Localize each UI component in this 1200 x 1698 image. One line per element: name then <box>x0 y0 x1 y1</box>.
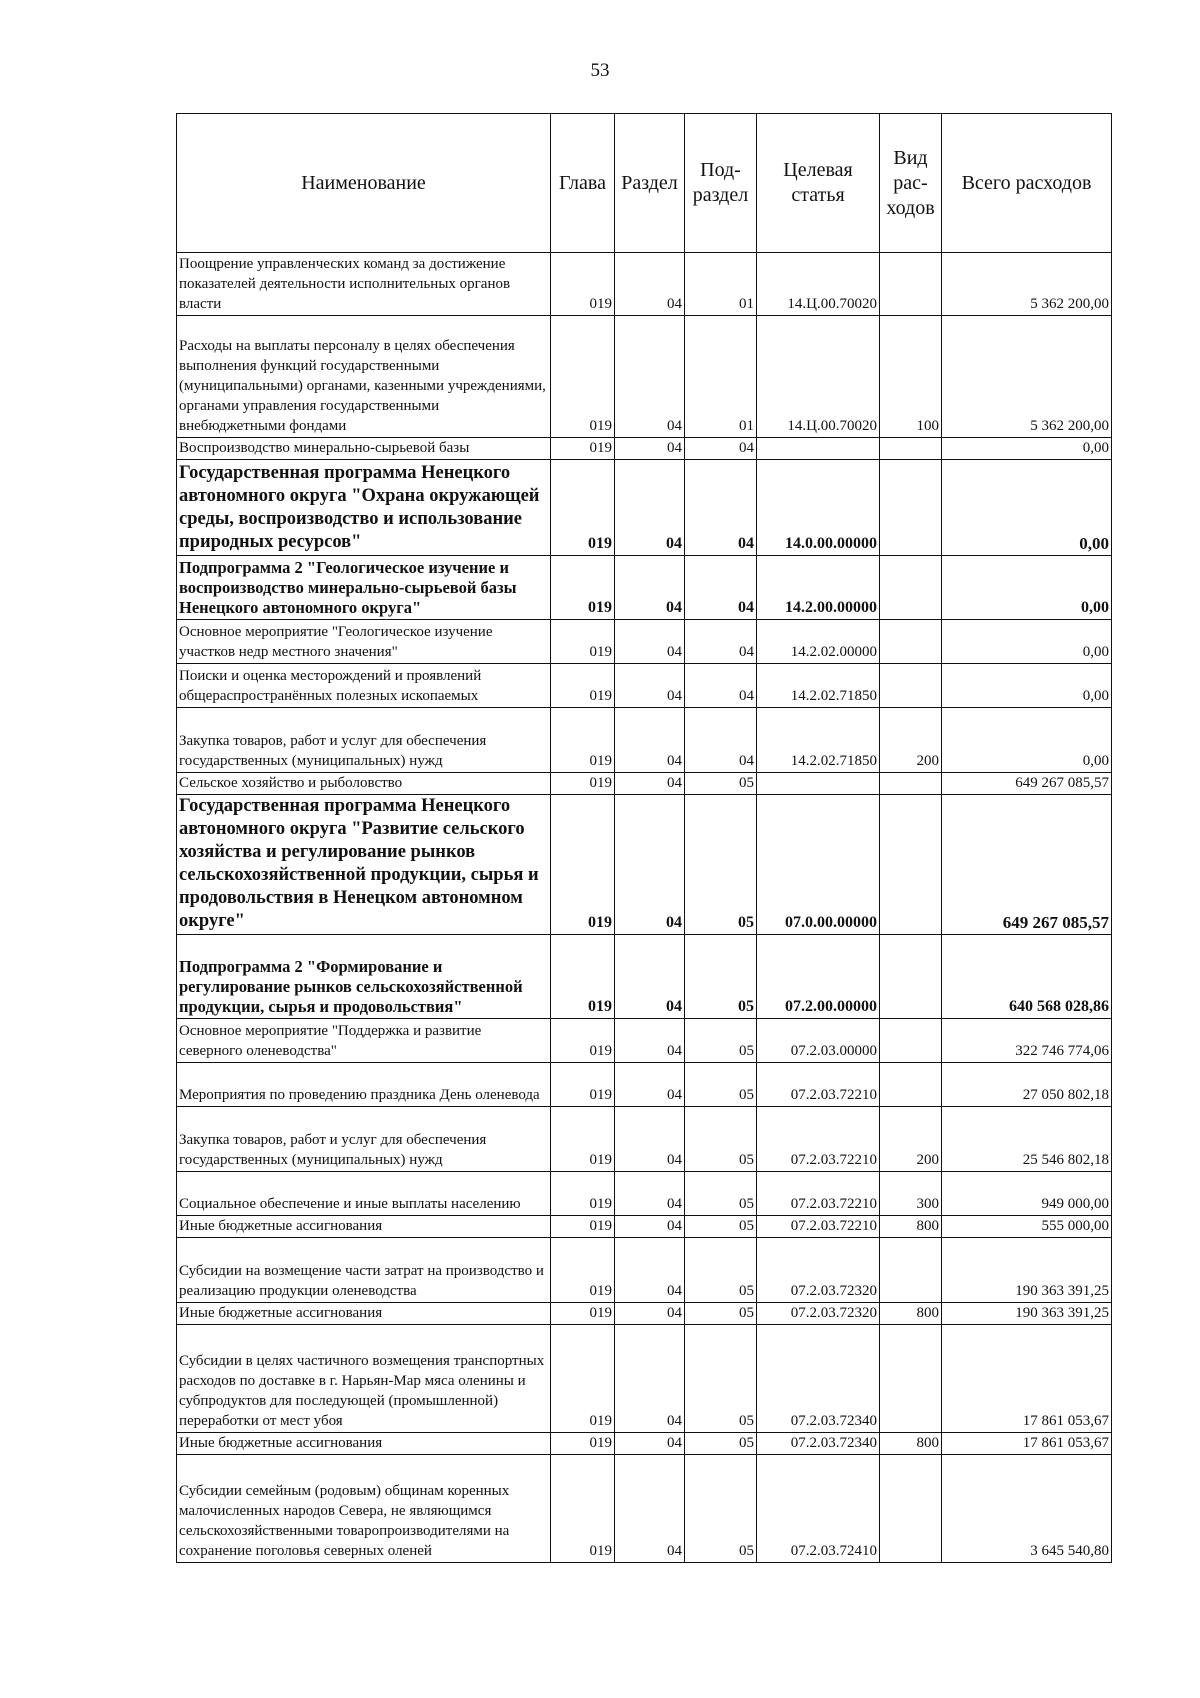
row-glava: 019 <box>551 935 615 1019</box>
row-razdel: 04 <box>615 1303 685 1325</box>
row-podrazdel: 05 <box>685 1238 757 1303</box>
row-vid <box>880 620 942 664</box>
row-celevaya: 07.2.03.72210 <box>757 1216 880 1238</box>
row-celevaya: 14.2.02.00000 <box>757 620 880 664</box>
row-celevaya: 07.2.03.72340 <box>757 1325 880 1433</box>
header-podrazdel: Под- раздел <box>685 114 757 253</box>
table-row <box>177 1019 1112 1063</box>
row-vid <box>880 1455 942 1563</box>
row-name: Закупка товаров, работ и услуг для обеспечения государственных (муниципальных) нужд <box>177 708 551 773</box>
row-vid <box>880 1325 942 1433</box>
row-celevaya: 07.2.03.00000 <box>757 1019 880 1063</box>
row-name: Субсидии на возмещение части затрат на производство и реализацию продукции оленеводства <box>177 1238 551 1303</box>
row-total: 27 050 802,18 <box>942 1063 1112 1107</box>
row-podrazdel: 05 <box>685 1325 757 1433</box>
row-glava: 019 <box>551 1433 615 1455</box>
table-row <box>177 1107 1112 1172</box>
row-razdel: 04 <box>615 773 685 795</box>
row-razdel: 04 <box>615 708 685 773</box>
row-razdel: 04 <box>615 438 685 460</box>
row-vid <box>880 1019 942 1063</box>
row-vid <box>880 773 942 795</box>
row-glava: 019 <box>551 1107 615 1172</box>
row-name: Мероприятия по проведению праздника День оленевода <box>177 1063 551 1107</box>
row-glava: 019 <box>551 460 615 556</box>
row-total: 555 000,00 <box>942 1216 1112 1238</box>
row-total: 322 746 774,06 <box>942 1019 1112 1063</box>
page-number: 53 <box>590 60 610 81</box>
row-vid: 300 <box>880 1172 942 1216</box>
table-row <box>177 316 1112 438</box>
row-name: Иные бюджетные ассигнования <box>177 1433 551 1455</box>
table-row <box>177 708 1112 773</box>
row-total: 0,00 <box>942 708 1112 773</box>
row-glava: 019 <box>551 1019 615 1063</box>
row-total: 17 861 053,67 <box>942 1325 1112 1433</box>
row-vid <box>880 1238 942 1303</box>
table-row <box>177 773 1112 795</box>
header-total: Всего расходов <box>942 114 1112 253</box>
row-razdel: 04 <box>615 795 685 935</box>
header-row <box>177 114 1112 253</box>
row-total: 0,00 <box>942 556 1112 620</box>
row-total: 190 363 391,25 <box>942 1238 1112 1303</box>
row-vid <box>880 664 942 708</box>
row-total: 0,00 <box>942 664 1112 708</box>
row-total: 190 363 391,25 <box>942 1303 1112 1325</box>
table-row <box>177 1455 1112 1563</box>
row-razdel: 04 <box>615 664 685 708</box>
row-celevaya: 14.0.00.00000 <box>757 460 880 556</box>
row-podrazdel: 05 <box>685 1216 757 1238</box>
row-razdel: 04 <box>615 316 685 438</box>
row-podrazdel: 04 <box>685 708 757 773</box>
row-razdel: 04 <box>615 1172 685 1216</box>
row-razdel: 04 <box>615 460 685 556</box>
row-total: 640 568 028,86 <box>942 935 1112 1019</box>
row-vid <box>880 935 942 1019</box>
row-podrazdel: 05 <box>685 1455 757 1563</box>
table-row <box>177 1063 1112 1107</box>
row-podrazdel: 04 <box>685 620 757 664</box>
row-total: 0,00 <box>942 438 1112 460</box>
row-podrazdel: 05 <box>685 935 757 1019</box>
budget-table <box>176 113 1112 1563</box>
row-name: Поощрение управленческих команд за достижение показателей деятельности исполнительных органов власти <box>177 253 551 316</box>
row-total: 649 267 085,57 <box>942 795 1112 935</box>
row-podrazdel: 04 <box>685 460 757 556</box>
row-glava: 019 <box>551 1063 615 1107</box>
row-glava: 019 <box>551 620 615 664</box>
row-razdel: 04 <box>615 1019 685 1063</box>
row-celevaya: 14.2.02.71850 <box>757 664 880 708</box>
row-glava: 019 <box>551 1238 615 1303</box>
table-row <box>177 1433 1112 1455</box>
table-row <box>177 1325 1112 1433</box>
row-celevaya: 07.2.03.72210 <box>757 1063 880 1107</box>
row-vid <box>880 438 942 460</box>
row-vid: 100 <box>880 316 942 438</box>
row-celevaya: 07.2.03.72410 <box>757 1455 880 1563</box>
row-podrazdel: 05 <box>685 1019 757 1063</box>
row-glava: 019 <box>551 253 615 316</box>
row-podrazdel: 05 <box>685 1303 757 1325</box>
row-podrazdel: 05 <box>685 1433 757 1455</box>
row-celevaya <box>757 438 880 460</box>
table-row <box>177 556 1112 620</box>
row-podrazdel: 04 <box>685 438 757 460</box>
table-row <box>177 1172 1112 1216</box>
row-glava: 019 <box>551 1216 615 1238</box>
row-razdel: 04 <box>615 556 685 620</box>
table-row <box>177 795 1112 935</box>
row-vid: 800 <box>880 1433 942 1455</box>
row-vid: 200 <box>880 708 942 773</box>
row-glava: 019 <box>551 316 615 438</box>
row-name: Сельское хозяйство и рыболовство <box>177 773 551 795</box>
row-name: Основное мероприятие "Геологическое изучение участков недр местного значения" <box>177 620 551 664</box>
row-razdel: 04 <box>615 1216 685 1238</box>
row-vid: 800 <box>880 1216 942 1238</box>
row-glava: 019 <box>551 438 615 460</box>
row-glava: 019 <box>551 1172 615 1216</box>
table-row <box>177 253 1112 316</box>
row-podrazdel: 05 <box>685 795 757 935</box>
row-glava: 019 <box>551 708 615 773</box>
row-celevaya: 07.2.00.00000 <box>757 935 880 1019</box>
table-row <box>177 1303 1112 1325</box>
row-name: Подпрограмма 2 "Формирование и регулирование рынков сельскохозяйственной продукции, сырья и продовольствия" <box>177 935 551 1019</box>
row-total: 649 267 085,57 <box>942 773 1112 795</box>
row-celevaya: 07.2.03.72320 <box>757 1303 880 1325</box>
row-name: Воспроизводство минерально-сырьевой базы <box>177 438 551 460</box>
row-name: Государственная программа Ненецкого автономного округа "Развитие сельского хозяйства и регулирование рынков сельскохозяйственной продукции, сырья и продовольствия в Ненецком автономном округе" <box>177 795 551 935</box>
row-name: Основное мероприятие "Поддержка и развитие северного оленеводства" <box>177 1019 551 1063</box>
row-name: Поиски и оценка месторождений и проявлений общераспространённых полезных ископаемых <box>177 664 551 708</box>
table-row <box>177 1238 1112 1303</box>
row-podrazdel: 01 <box>685 316 757 438</box>
row-total: 3 645 540,80 <box>942 1455 1112 1563</box>
row-total: 25 546 802,18 <box>942 1107 1112 1172</box>
table-row <box>177 664 1112 708</box>
row-celevaya: 14.Ц.00.70020 <box>757 253 880 316</box>
row-glava: 019 <box>551 1303 615 1325</box>
row-name: Подпрограмма 2 "Геологическое изучение и воспроизводство минерально-сырьевой базы Ненецкого автономного округа" <box>177 556 551 620</box>
table-row <box>177 460 1112 556</box>
row-celevaya <box>757 773 880 795</box>
row-total: 17 861 053,67 <box>942 1433 1112 1455</box>
row-name: Субсидии в целях частичного возмещения транспортных расходов по доставке в г. Нарьян-Мар мяса оленины и субпродуктов для последующей (промышленной) переработки от мест убоя <box>177 1325 551 1433</box>
row-podrazdel: 01 <box>685 253 757 316</box>
row-celevaya: 14.Ц.00.70020 <box>757 316 880 438</box>
row-vid <box>880 460 942 556</box>
row-celevaya: 14.2.00.00000 <box>757 556 880 620</box>
table-row <box>177 1216 1112 1238</box>
row-razdel: 04 <box>615 1455 685 1563</box>
row-total: 0,00 <box>942 620 1112 664</box>
row-razdel: 04 <box>615 935 685 1019</box>
row-celevaya: 07.2.03.72210 <box>757 1172 880 1216</box>
table-row <box>177 620 1112 664</box>
row-total: 949 000,00 <box>942 1172 1112 1216</box>
row-razdel: 04 <box>615 1063 685 1107</box>
row-podrazdel: 04 <box>685 556 757 620</box>
row-vid <box>880 795 942 935</box>
row-vid <box>880 1063 942 1107</box>
row-razdel: 04 <box>615 1433 685 1455</box>
row-name: Закупка товаров, работ и услуг для обеспечения государственных (муниципальных) нужд <box>177 1107 551 1172</box>
row-razdel: 04 <box>615 1325 685 1433</box>
row-podrazdel: 04 <box>685 664 757 708</box>
row-podrazdel: 05 <box>685 773 757 795</box>
row-glava: 019 <box>551 664 615 708</box>
row-celevaya: 07.2.03.72340 <box>757 1433 880 1455</box>
row-name: Государственная программа Ненецкого автономного округа "Охрана окружающей среды, воспроизводство и использование природных ресурсов" <box>177 460 551 556</box>
row-name: Иные бюджетные ассигнования <box>177 1303 551 1325</box>
row-glava: 019 <box>551 1325 615 1433</box>
header-glava: Глава <box>551 114 615 253</box>
row-vid: 200 <box>880 1107 942 1172</box>
row-glava: 019 <box>551 556 615 620</box>
row-total: 0,00 <box>942 460 1112 556</box>
row-glava: 019 <box>551 1455 615 1563</box>
table-row <box>177 935 1112 1019</box>
row-total: 5 362 200,00 <box>942 316 1112 438</box>
row-glava: 019 <box>551 795 615 935</box>
header-name: Наименование <box>177 114 551 253</box>
row-podrazdel: 05 <box>685 1063 757 1107</box>
row-vid: 800 <box>880 1303 942 1325</box>
row-celevaya: 07.0.00.00000 <box>757 795 880 935</box>
table-row <box>177 438 1112 460</box>
row-podrazdel: 05 <box>685 1172 757 1216</box>
row-celevaya: 07.2.03.72320 <box>757 1238 880 1303</box>
row-glava: 019 <box>551 773 615 795</box>
row-razdel: 04 <box>615 253 685 316</box>
header-vid: Вид рас- ходов <box>880 114 942 253</box>
row-vid <box>880 253 942 316</box>
row-name: Расходы на выплаты персоналу в целях обеспечения выполнения функций государственными (муниципальными) органами, казенными учреждениями, органами управления государственными внебюджетными фондами <box>177 316 551 438</box>
row-celevaya: 14.2.02.71850 <box>757 708 880 773</box>
header-celevaya: Целевая статья <box>757 114 880 253</box>
row-name: Субсидии семейным (родовым) общинам коренных малочисленных народов Севера, не являющимся сельскохозяйственными товаропроизводителями на сохранение поголовья северных оленей <box>177 1455 551 1563</box>
row-name: Иные бюджетные ассигнования <box>177 1216 551 1238</box>
row-podrazdel: 05 <box>685 1107 757 1172</box>
header-razdel: Раздел <box>615 114 685 253</box>
row-total: 5 362 200,00 <box>942 253 1112 316</box>
row-celevaya: 07.2.03.72210 <box>757 1107 880 1172</box>
row-vid <box>880 556 942 620</box>
row-razdel: 04 <box>615 1238 685 1303</box>
row-name: Социальное обеспечение и иные выплаты населению <box>177 1172 551 1216</box>
row-razdel: 04 <box>615 620 685 664</box>
row-razdel: 04 <box>615 1107 685 1172</box>
